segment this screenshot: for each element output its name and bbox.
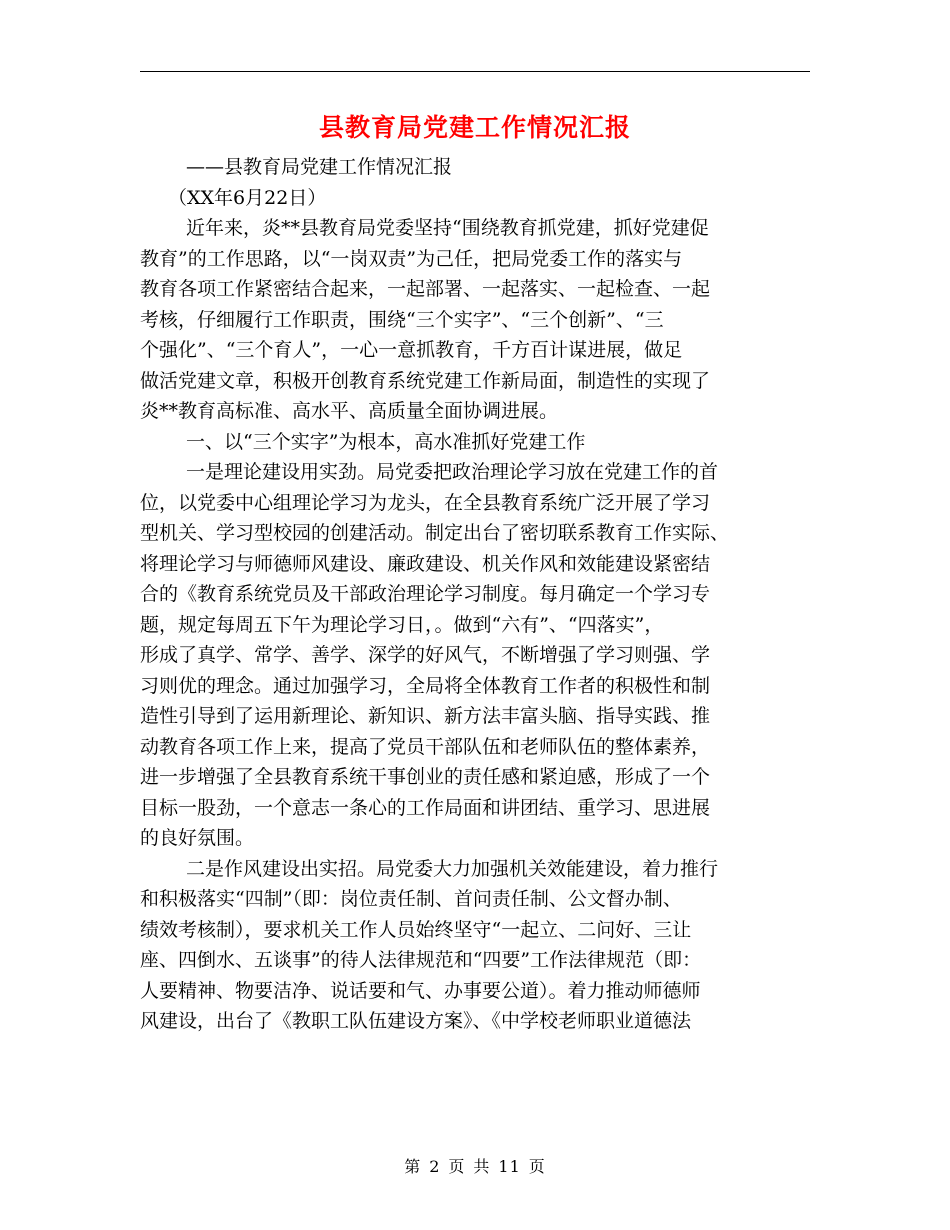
- body-line: 一是理论建设用实劲。局党委把政治理论学习放在党建工作的首: [186, 461, 719, 483]
- section-heading: 一、以“三个实字”为根本，高水准抓好党建工作: [186, 430, 586, 453]
- body-line: 考核，仔细履行工作职责，围绕“三个实字”、“三个创新”、“三: [140, 308, 664, 331]
- body-line: 将理论学习与师德师风建设、廉政建设、机关作风和效能建设紧密结: [140, 552, 711, 575]
- body-line: 绩效考核制），要求机关工作人员始终坚守“一起立、二问好、三让: [140, 918, 692, 941]
- body-line: 动教育各项工作上来，提高了党员干部队伍和老师队伍的整体素养，: [140, 735, 711, 758]
- page-label: 第: [404, 1157, 422, 1176]
- document-title: 县教育局党建工作情况汇报: [318, 113, 631, 142]
- body-line: 人要精神、物要洁净、说话要和气、办事要公道）。着力推动师德师: [140, 979, 701, 1002]
- total-pages-number: 11: [498, 1157, 521, 1176]
- body-line: 形成了真学、常学、善学、深学的好风气，不断增强了学习则强、学: [140, 644, 711, 666]
- subtitle-line: ——县教育局党建工作情况汇报: [186, 156, 453, 178]
- body-line: 做活党建文章，积极开创教育系统党建工作新局面，制造性的实现了: [140, 369, 711, 392]
- page-label: 页: [448, 1157, 466, 1176]
- body-line: 目标一股劲，一个意志一条心的工作局面和讲团结、重学习、思进展: [140, 796, 711, 819]
- header-rule: [140, 71, 810, 72]
- body-line: 造性引导到了运用新理论、新知识、新方法丰富头脑、指导实践、推: [140, 705, 711, 727]
- body-line: 教育”的工作思路，以“一岗双责”为己任，把局党委工作的落实与: [140, 247, 683, 270]
- current-page-number: 2: [429, 1157, 441, 1176]
- body-line: 合的《教育系统党员及干部政治理论学习制度。每月确定一个学习专: [140, 583, 711, 605]
- document-body: [140, 152, 812, 1037]
- body-line: 教育各项工作紧密结合起来，一起部署、一起落实、一起检查、一起: [140, 278, 711, 300]
- body-line: 近年来，炎**县教育局党委坚持“围绕教育抓党建，抓好党建促: [186, 217, 709, 239]
- body-line: 风建设，出台了《教职工队伍建设方案》、《中学校老师职业道德法: [140, 1010, 692, 1032]
- body-line: 习则优的理念。通过加强学习，全局将全体教育工作者的积极性和制: [140, 674, 711, 697]
- body-line: 型机关、学习型校园的创建活动。制定出台了密切联系教育工作实际、: [140, 522, 730, 544]
- date-line: （XX年6月22日）: [168, 186, 327, 209]
- body-line: 的良好氛围。: [140, 827, 255, 849]
- page-footer: [0, 1154, 950, 1177]
- body-line: 炎**教育高标准、高水平、高质量全面协调进展。: [140, 400, 559, 422]
- page-label: 页: [528, 1157, 546, 1176]
- body-line: 个强化”、“三个育人”，一心一意抓教育，千方百计谋进展，做足: [140, 339, 683, 361]
- page-label: 共: [473, 1157, 491, 1176]
- body-line: 进一步增强了全县教育系统干事创业的责任感和紧迫感，形成了一个: [140, 766, 711, 788]
- body-line: 二是作风建设出实招。局党委大力加强机关效能建设，着力推行: [186, 857, 719, 880]
- body-line: 和积极落实“四制”（即：岗位责任制、首问责任制、公文督办制、: [140, 888, 682, 910]
- body-line: 题，规定每周五下午为理论学习日，。做到“六有”、“四落实”，: [140, 613, 664, 636]
- body-line: 座、四倒水、五谈事”的待人法律规范和“四要”工作法律规范（即：: [140, 949, 702, 971]
- body-line: 位，以党委中心组理论学习为龙头，在全县教育系统广泛开展了学习: [140, 491, 711, 514]
